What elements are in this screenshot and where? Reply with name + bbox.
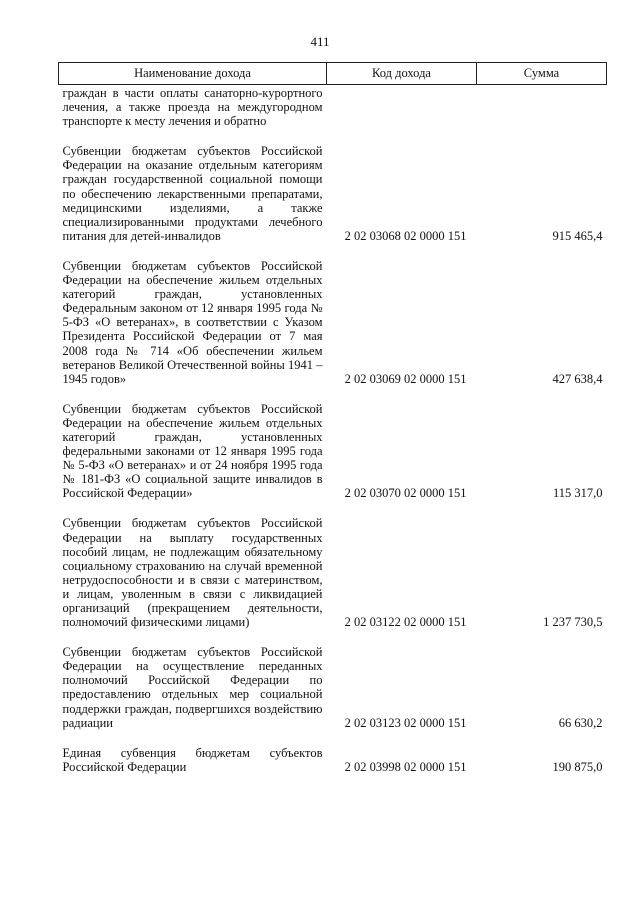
income-table xyxy=(58,62,607,774)
income-code xyxy=(327,85,477,145)
header-sum: Сумма xyxy=(477,63,607,85)
income-code: 2 02 03069 02 0000 151 xyxy=(344,371,467,386)
income-code: 2 02 03068 02 0000 151 xyxy=(344,228,467,243)
table-row xyxy=(59,259,607,402)
income-code: 2 02 03070 02 0000 151 xyxy=(344,486,467,501)
income-sum: 427 638,4 xyxy=(552,371,603,386)
income-sum: 66 630,2 xyxy=(558,715,603,730)
table-body xyxy=(59,85,607,774)
income-name: Субвенции бюджетам субъектов Российской Федерации на обеспечение жильем отдельных категорий граждан, установленных федеральными законами от 12 января 1995 года № 5-ФЗ «О ветеранах» и от 24 ноября 1995 года № 181-ФЗ «О социальной защите инвалидов в Российской Федерации» xyxy=(62,401,323,501)
table-row xyxy=(59,746,607,774)
income-sum: 915 465,4 xyxy=(552,228,603,243)
table-row xyxy=(59,85,607,145)
table-row xyxy=(59,645,607,746)
income-name: граждан в части оплаты санаторно-курортного лечения, а также проезда на междугородном транспорте к месту лечения и обратно xyxy=(62,86,323,129)
table-row xyxy=(59,402,607,517)
header-row xyxy=(59,63,607,85)
income-name: Субвенции бюджетам субъектов Российской Федерации на оказание отдельным категориям граждан государственной социальной помощи по обеспечению лекарственными препаратами, медицинскими изделиями, а также специализированными продуктами лечебного питания для детей-инвалидов xyxy=(62,144,323,243)
income-name: Субвенции бюджетам субъектов Российской Федерации на выплату государственных пособий лицам, не подлежащим обязательному социальному страхованию на случай временной нетрудоспособности и в связи с материнством, и лицам, уволенным в связи с ликвидацией организаций (прекращением деятельности, полномочий физическими лицами) xyxy=(62,516,323,630)
table-row xyxy=(59,144,607,259)
income-sum: 190 875,0 xyxy=(552,759,603,774)
table-row xyxy=(59,516,607,645)
table-header xyxy=(59,63,607,85)
income-code: 2 02 03998 02 0000 151 xyxy=(344,759,467,774)
income-sum: 115 317,0 xyxy=(552,486,603,501)
header-name: Наименование дохода xyxy=(59,63,327,85)
income-code: 2 02 03122 02 0000 151 xyxy=(344,615,467,630)
page-number: 411 xyxy=(310,34,330,49)
income-name: Единая субвенция бюджетам субъектов Российской Федерации xyxy=(62,745,323,774)
income-sum: 1 237 730,5 xyxy=(543,615,603,630)
income-name: Субвенции бюджетам субъектов Российской Федерации на обеспечение жильем отдельных категорий граждан, установленных Федеральным законом от 12 января 1995 года № 5-ФЗ «О ветеранах», в соответствии с Указом Президента Российской Федерации от 7 мая 2008 года № 714 «Об обеспечении жильем ветеранов Великой Отечественной войны 1941 – 1945 годов» xyxy=(62,258,323,386)
income-code: 2 02 03123 02 0000 151 xyxy=(344,715,467,730)
header-code: Код дохода xyxy=(327,63,477,85)
income-name: Субвенции бюджетам субъектов Российской Федерации на осуществление переданных полномочий Российской Федерации по предоставлению отдельных мер социальной поддержки граждан, подвергшихся воздействию радиации xyxy=(62,645,323,730)
income-sum xyxy=(477,85,607,145)
